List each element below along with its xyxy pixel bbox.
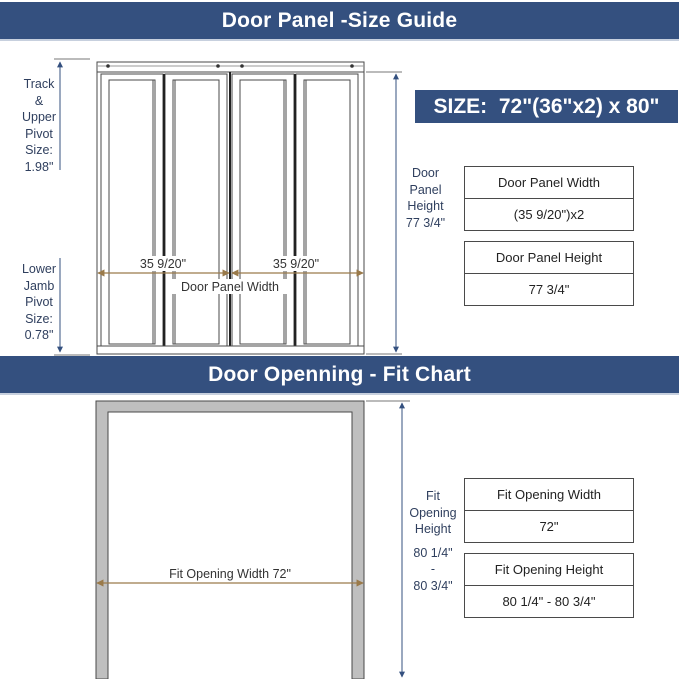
label-line: Pivot: [25, 126, 53, 141]
spec-label: Door Panel Width: [498, 175, 600, 190]
label-line: 80 3/4": [413, 578, 453, 593]
spec-value: 77 3/4": [465, 273, 633, 305]
spec-value: 72": [465, 510, 633, 542]
left-panel-width-text: 35 9/20": [139, 257, 187, 271]
label-line: &: [34, 93, 44, 108]
label-line: -: [430, 562, 436, 576]
bifold-door-panels: [97, 62, 364, 354]
pivot-dimension-lines: [54, 59, 90, 355]
size-text: SIZE: 72"(36"x2) x 80": [433, 94, 660, 118]
panel-guide-title: Door Panel -Size Guide: [221, 8, 458, 32]
fit-chart-title: Door Openning - Fit Chart: [208, 362, 471, 386]
spec-label: Fit Opening Height: [494, 562, 604, 577]
label-line: 0.78": [24, 328, 54, 342]
label-line: Fit: [426, 489, 440, 503]
spec-label: Fit Opening Width: [496, 487, 602, 502]
label-line: Track: [23, 77, 55, 91]
spec-label: Door Panel Height: [495, 250, 603, 265]
door-opening-frame: [96, 401, 364, 679]
label-line: Lower: [21, 262, 57, 276]
label-line: Panel: [409, 182, 442, 197]
label-line: 1.98": [24, 159, 54, 174]
label-line: Size:: [25, 311, 53, 326]
spec-value: (35 9/20")x2: [465, 198, 633, 230]
label-line: 80 1/4": [413, 545, 453, 560]
label-line: Height: [414, 522, 452, 536]
label-line: Opening: [409, 505, 457, 520]
label-line: Size:: [25, 143, 53, 157]
label-line: 77 3/4": [405, 215, 446, 230]
label-line: Height: [407, 199, 444, 213]
label-line: Pivot: [25, 295, 53, 309]
label-line: Jamb: [23, 278, 55, 293]
fit-width-caption: Fit Opening Width 72": [169, 567, 291, 581]
label-line: Upper: [21, 110, 57, 124]
spec-value: 80 1/4" - 80 3/4": [465, 585, 633, 617]
panel-width-caption: Door Panel Width: [181, 280, 279, 294]
right-panel-width-text: 35 9/20": [272, 257, 320, 271]
label-line: Door: [411, 166, 440, 180]
